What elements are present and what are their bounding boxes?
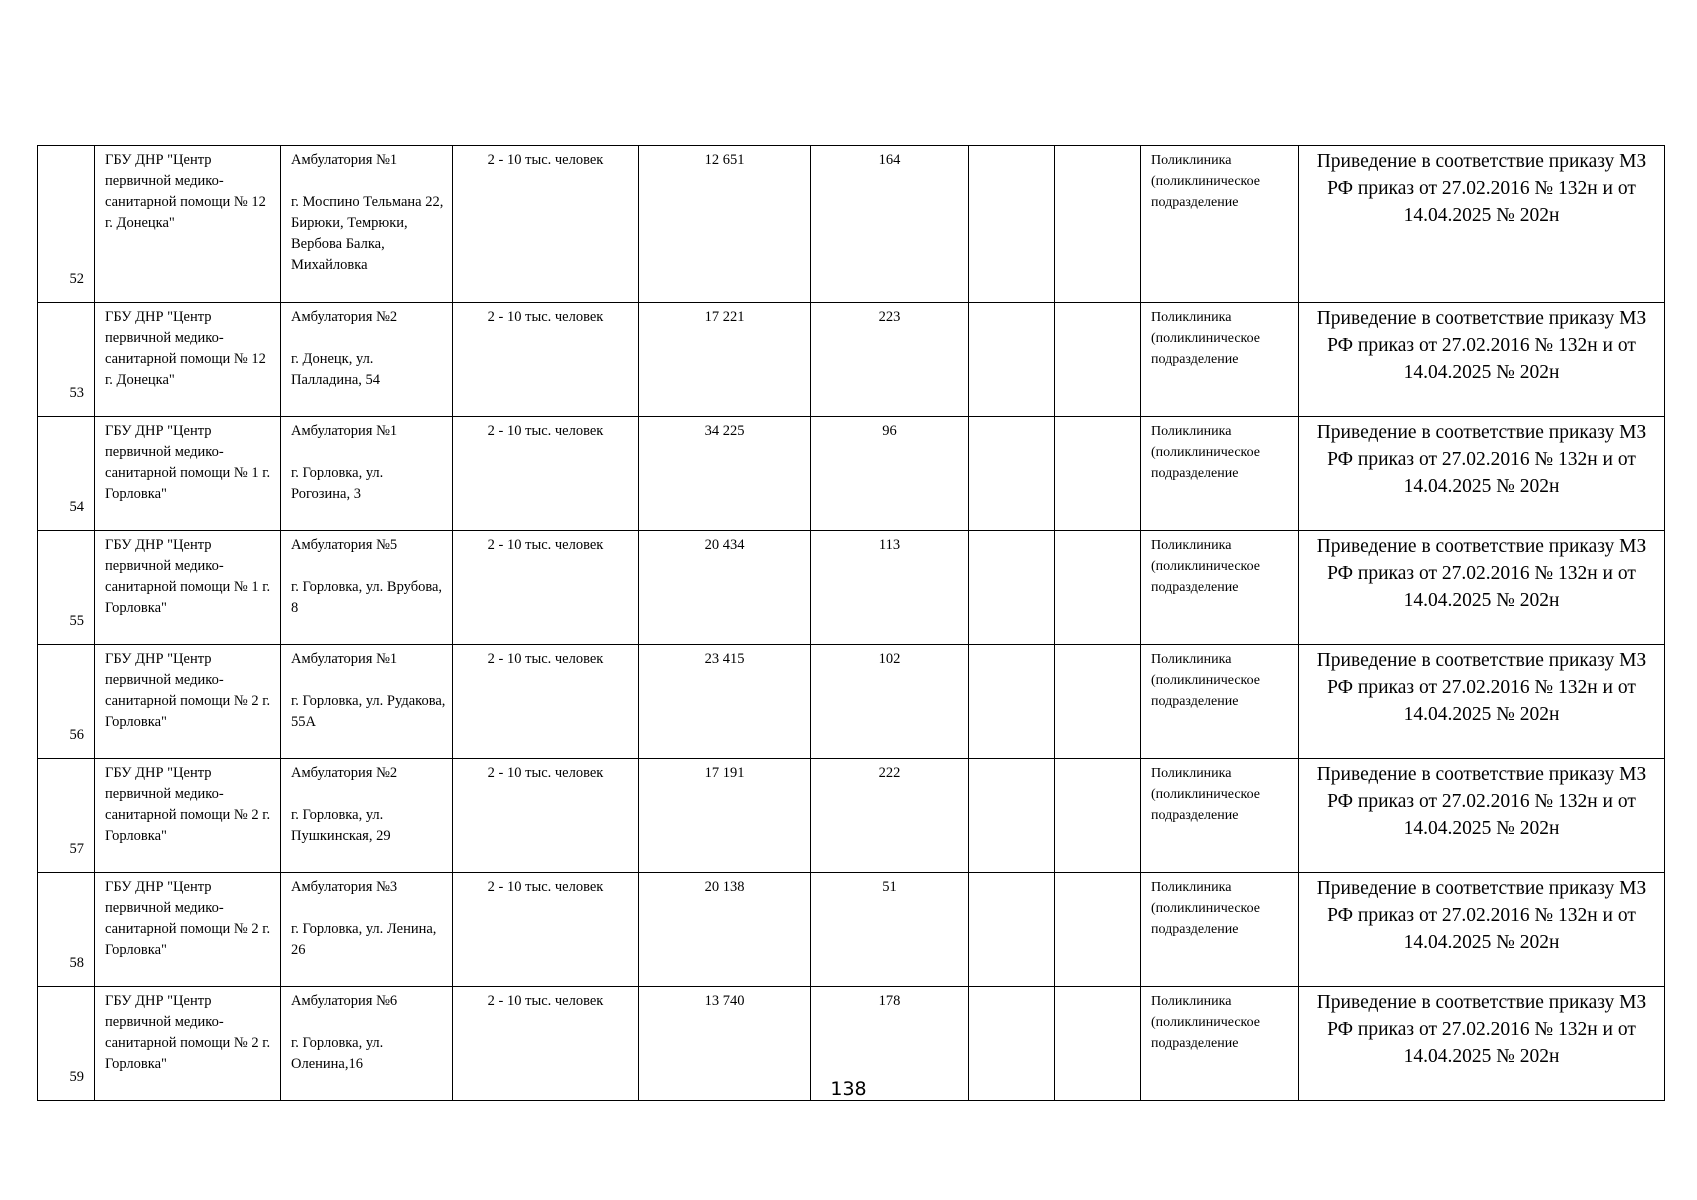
- note-cell: Приведение в соответствие приказу МЗ РФ приказ от 27.02.2016 № 132н и от 14.04.2025 № 202н: [1299, 531, 1665, 645]
- unit-cell: [281, 417, 453, 531]
- organization-cell: ГБУ ДНР "Центр первичной медико-санитарной помощи № 12 г. Донецка": [95, 146, 281, 303]
- page-number: 138: [830, 1078, 867, 1100]
- distance-value-cell: 51: [811, 873, 969, 987]
- organization-cell: ГБУ ДНР "Центр первичной медико-санитарной помощи № 1 г. Горловка": [95, 531, 281, 645]
- row-number: 54: [38, 417, 95, 531]
- unit-name: Амбулатория №3: [291, 879, 398, 895]
- unit-name: Амбулатория №2: [291, 765, 398, 781]
- unit-name: Амбулатория №1: [291, 423, 398, 439]
- empty-cell: [1055, 531, 1141, 645]
- unit-name: Амбулатория №1: [291, 651, 398, 667]
- population-value-cell: 20 138: [639, 873, 811, 987]
- capacity-cell: 2 - 10 тыс. человек: [453, 417, 639, 531]
- note-cell: Приведение в соответствие приказу МЗ РФ приказ от 27.02.2016 № 132н и от 14.04.2025 № 202н: [1299, 417, 1665, 531]
- organization-cell: ГБУ ДНР "Центр первичной медико-санитарной помощи № 2 г. Горловка": [95, 645, 281, 759]
- facility-type-cell: Поликлиника (поликлиническое подразделение: [1141, 417, 1299, 531]
- capacity-cell: 2 - 10 тыс. человек: [453, 987, 639, 1101]
- unit-cell: [281, 873, 453, 987]
- population-value-cell: 12 651: [639, 146, 811, 303]
- unit-cell: [281, 759, 453, 873]
- note-cell: Приведение в соответствие приказу МЗ РФ приказ от 27.02.2016 № 132н и от 14.04.2025 № 202н: [1299, 303, 1665, 417]
- unit-address: г. Моспино Тельмана 22, Бирюки, Темрюки, Вербова Балка, Михайловка: [291, 194, 444, 273]
- unit-address: г. Горловка, ул. Рогозина, 3: [291, 465, 384, 502]
- distance-value-cell: 113: [811, 531, 969, 645]
- distance-value-cell: 164: [811, 146, 969, 303]
- table-row: [38, 146, 1665, 303]
- unit-cell: [281, 531, 453, 645]
- empty-cell: [969, 531, 1055, 645]
- facility-type-cell: Поликлиника (поликлиническое подразделение: [1141, 531, 1299, 645]
- row-number: 58: [38, 873, 95, 987]
- distance-value-cell: 222: [811, 759, 969, 873]
- empty-cell: [969, 759, 1055, 873]
- empty-cell: [1055, 645, 1141, 759]
- population-value-cell: 23 415: [639, 645, 811, 759]
- population-value-cell: 34 225: [639, 417, 811, 531]
- unit-address: г. Горловка, ул. Рудакова, 55А: [291, 693, 446, 730]
- row-number: 55: [38, 531, 95, 645]
- unit-cell: [281, 645, 453, 759]
- row-number: 59: [38, 987, 95, 1101]
- note-cell: Приведение в соответствие приказу МЗ РФ приказ от 27.02.2016 № 132н и от 14.04.2025 № 202н: [1299, 987, 1665, 1101]
- capacity-cell: 2 - 10 тыс. человек: [453, 531, 639, 645]
- facility-type-cell: Поликлиника (поликлиническое подразделение: [1141, 987, 1299, 1101]
- table-row: [38, 417, 1665, 531]
- row-number: 57: [38, 759, 95, 873]
- unit-address: г. Горловка, ул. Оленина,16: [291, 1035, 384, 1072]
- empty-cell: [969, 645, 1055, 759]
- organization-cell: ГБУ ДНР "Центр первичной медико-санитарной помощи № 2 г. Горловка": [95, 987, 281, 1101]
- table-row: [38, 531, 1665, 645]
- unit-name: Амбулатория №1: [291, 152, 398, 168]
- unit-cell: [281, 303, 453, 417]
- empty-cell: [1055, 759, 1141, 873]
- distance-value-cell: 178: [811, 987, 969, 1101]
- empty-cell: [1055, 873, 1141, 987]
- unit-cell: [281, 146, 453, 303]
- note-cell: Приведение в соответствие приказу МЗ РФ приказ от 27.02.2016 № 132н и от 14.04.2025 № 202н: [1299, 873, 1665, 987]
- empty-cell: [969, 303, 1055, 417]
- distance-value-cell: 102: [811, 645, 969, 759]
- facility-type-cell: Поликлиника (поликлиническое подразделение: [1141, 146, 1299, 303]
- unit-address: г. Горловка, ул. Врубова, 8: [291, 579, 443, 616]
- population-value-cell: 17 191: [639, 759, 811, 873]
- table-row: [38, 645, 1665, 759]
- facility-type-cell: Поликлиника (поликлиническое подразделение: [1141, 873, 1299, 987]
- table-row: [38, 303, 1665, 417]
- unit-name: Амбулатория №2: [291, 309, 398, 325]
- facility-type-cell: Поликлиника (поликлиническое подразделение: [1141, 645, 1299, 759]
- unit-address: г. Горловка, ул. Пушкинская, 29: [291, 807, 391, 844]
- facility-type-cell: Поликлиника (поликлиническое подразделение: [1141, 303, 1299, 417]
- organization-cell: ГБУ ДНР "Центр первичной медико-санитарной помощи № 12 г. Донецка": [95, 303, 281, 417]
- distance-value-cell: 96: [811, 417, 969, 531]
- unit-address: г. Донецк, ул. Палладина, 54: [291, 351, 381, 388]
- empty-cell: [1055, 146, 1141, 303]
- empty-cell: [969, 146, 1055, 303]
- facilities-table: [37, 145, 1665, 1101]
- table-row: [38, 873, 1665, 987]
- row-number: 56: [38, 645, 95, 759]
- organization-cell: ГБУ ДНР "Центр первичной медико-санитарной помощи № 1 г. Горловка": [95, 417, 281, 531]
- note-cell: Приведение в соответствие приказу МЗ РФ приказ от 27.02.2016 № 132н и от 14.04.2025 № 202н: [1299, 645, 1665, 759]
- row-number: 52: [38, 146, 95, 303]
- capacity-cell: 2 - 10 тыс. человек: [453, 759, 639, 873]
- table-row: [38, 759, 1665, 873]
- population-value-cell: 17 221: [639, 303, 811, 417]
- unit-address: г. Горловка, ул. Ленина, 26: [291, 921, 437, 958]
- organization-cell: ГБУ ДНР "Центр первичной медико-санитарной помощи № 2 г. Горловка": [95, 873, 281, 987]
- organization-cell: ГБУ ДНР "Центр первичной медико-санитарной помощи № 2 г. Горловка": [95, 759, 281, 873]
- population-value-cell: 20 434: [639, 531, 811, 645]
- empty-cell: [969, 417, 1055, 531]
- population-value-cell: 13 740: [639, 987, 811, 1101]
- facility-type-cell: Поликлиника (поликлиническое подразделение: [1141, 759, 1299, 873]
- note-cell: Приведение в соответствие приказу МЗ РФ приказ от 27.02.2016 № 132н и от 14.04.2025 № 202н: [1299, 146, 1665, 303]
- capacity-cell: 2 - 10 тыс. человек: [453, 873, 639, 987]
- unit-name: Амбулатория №6: [291, 993, 398, 1009]
- empty-cell: [1055, 303, 1141, 417]
- empty-cell: [969, 873, 1055, 987]
- row-number: 53: [38, 303, 95, 417]
- capacity-cell: 2 - 10 тыс. человек: [453, 146, 639, 303]
- capacity-cell: 2 - 10 тыс. человек: [453, 645, 639, 759]
- empty-cell: [1055, 417, 1141, 531]
- note-cell: Приведение в соответствие приказу МЗ РФ приказ от 27.02.2016 № 132н и от 14.04.2025 № 202н: [1299, 759, 1665, 873]
- distance-value-cell: 223: [811, 303, 969, 417]
- unit-name: Амбулатория №5: [291, 537, 398, 553]
- capacity-cell: 2 - 10 тыс. человек: [453, 303, 639, 417]
